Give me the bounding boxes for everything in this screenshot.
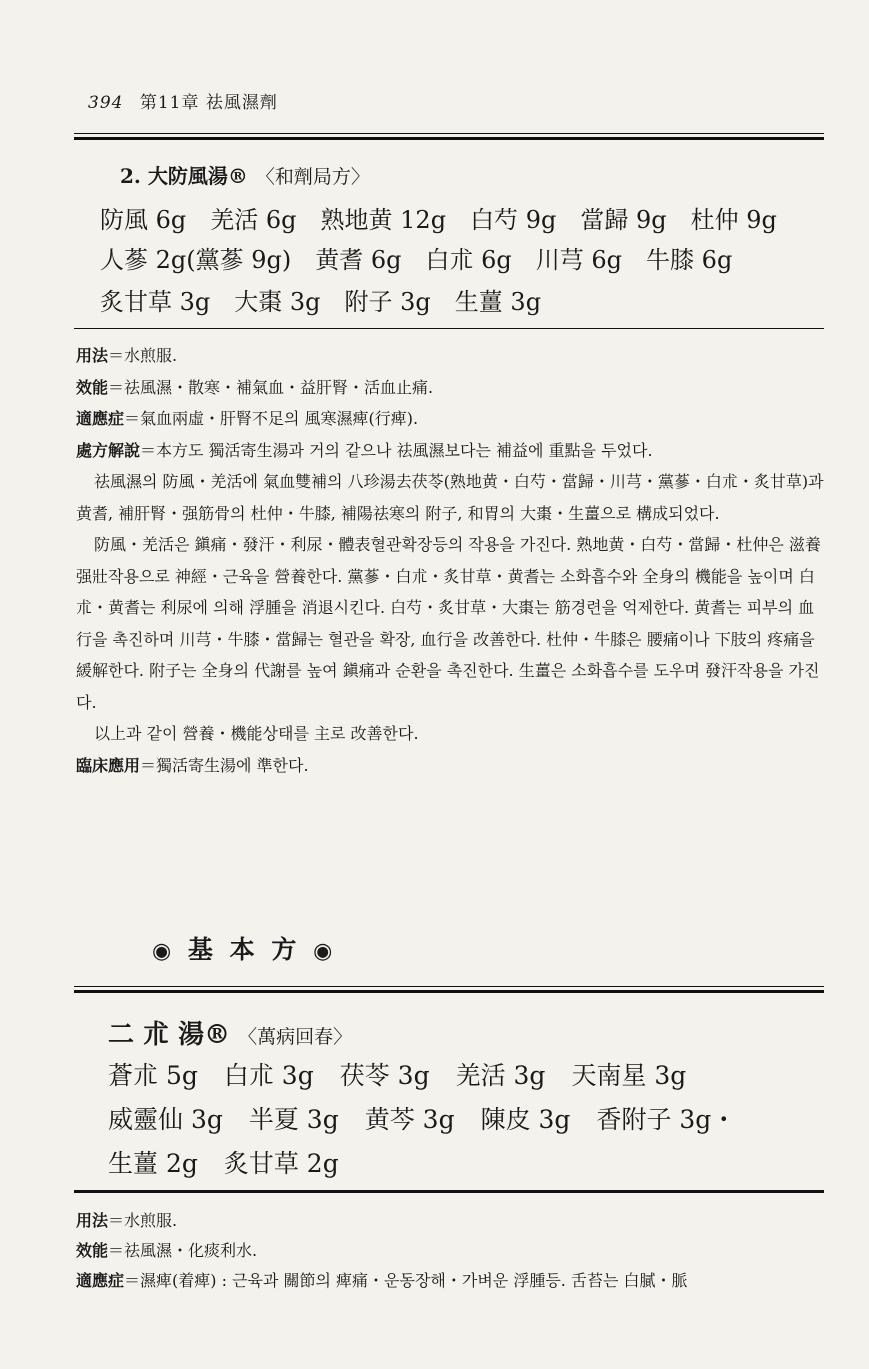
formula-source: 〈萬病回春〉 bbox=[238, 1026, 353, 1048]
paragraph: 用法＝水煎服. bbox=[76, 346, 178, 365]
ingredient: 當歸 9g bbox=[580, 206, 667, 234]
formula-rule bbox=[74, 1190, 824, 1193]
ingredient: 生薑 2g bbox=[108, 1149, 198, 1178]
ingredient: 川芎 6g bbox=[535, 246, 623, 274]
paragraph: 用法＝水煎服. bbox=[76, 1211, 178, 1230]
ingredient: 白朮 3g bbox=[223, 1061, 314, 1090]
ingredient: 生薑 3g bbox=[454, 288, 542, 316]
paragraph: 效能＝祛風濕・化痰利水. bbox=[76, 1241, 258, 1260]
ingredient: 白朮 6g bbox=[425, 246, 512, 274]
ingredient-row bbox=[108, 1056, 686, 1092]
paragraph: 臨床應用＝獨活寄生湯에 準한다. bbox=[76, 755, 309, 775]
ingredient: 熟地黄 12g bbox=[320, 206, 447, 234]
formula-source: 〈和劑局方〉 bbox=[255, 166, 370, 188]
section-heading bbox=[152, 930, 336, 966]
ingredient: 羌活 6g bbox=[210, 206, 297, 234]
paragraph: 防風・羌活은 鎭痛・發汗・利尿・體表혈관확장등의 작용을 가진다. 熟地黄・白芍・當歸・杜仲은 滋養强壯작용으로 神經・근육을 營養한다. 黨蔘・白朮・炙甘草・黄耆는 소화흡수와 全身의 機能을 높이며 白朮・黄耆는 利尿에 의해 浮腫을 消退시킨다. 白芍・炙甘草・大棗는 筋경련을 억제한다. 黄耆는 피부의 血行을 촉진하며 川芎・牛膝・當歸는 혈관을 확장, 血行을 改善한다. 杜仲・牛膝은 腰痛이나 下肢의 疼痛을 緩解한다. 附子는 全身의 代謝를 높여 鎭痛과 순환을 촉진한다. 生薑은 소화흡수를 도우며 發汗작용을 가진다. bbox=[76, 535, 821, 712]
top-rule-thick bbox=[74, 137, 824, 140]
paragraph: 適應症＝氣血兩虛・肝腎不足의 風寒濕痺(行痺). bbox=[76, 409, 419, 428]
ingredient: 杜仲 9g bbox=[690, 206, 777, 234]
chapter-title: 祛風濕劑 bbox=[205, 93, 278, 113]
ingredient-row bbox=[100, 240, 732, 275]
paragraph: 以上과 같이 營養・機能상태를 主로 改善한다. bbox=[94, 724, 419, 743]
paragraph: 祛風濕의 防風・羌活에 氣血雙補의 八珍湯去茯苓(熟地黄・白芍・當歸・川芎・黨蔘・白朮・炙甘草)과 黄耆, 補肝腎・强筋骨의 杜仲・牛膝, 補陽祛寒의 附子, 和胃의 大棗・生薑으로 構成되었다. bbox=[76, 472, 824, 523]
formula-title bbox=[120, 160, 370, 189]
ingredient: 炙甘草 2g bbox=[223, 1149, 339, 1178]
ingredient: 黄芩 3g bbox=[364, 1105, 455, 1134]
ingredient-row bbox=[100, 282, 541, 317]
formula-name: 二 朮 湯® bbox=[108, 1020, 231, 1050]
paragraph: 效能＝祛風濕・散寒・補氣血・益肝腎・活血止痛. bbox=[76, 377, 434, 397]
bullseye-icon: ◉ bbox=[313, 938, 337, 964]
formula-title bbox=[108, 1014, 352, 1051]
ingredient: 羌活 3g bbox=[455, 1061, 546, 1090]
ingredient-row bbox=[108, 1144, 339, 1180]
ingredient: 半夏 3g bbox=[248, 1105, 339, 1134]
formula-description bbox=[76, 340, 824, 781]
ingredient: 防風 6g bbox=[100, 206, 187, 234]
section-rule-thin bbox=[74, 986, 824, 987]
ingredient: 牛膝 6g bbox=[646, 246, 733, 274]
ingredient: 大棗 3g bbox=[234, 288, 321, 316]
paragraph: 適應症＝濕痺(着痺) : 근육과 關節의 痺痛・운동장해・가벼운 浮腫등. 舌苔는 白膩・脈 bbox=[76, 1271, 688, 1290]
ingredient: 茯苓 3g bbox=[339, 1061, 430, 1090]
ingredient: 附子 3g bbox=[344, 288, 431, 316]
top-rule-thin bbox=[74, 133, 824, 134]
ingredient: 威靈仙 3g bbox=[108, 1105, 223, 1134]
ingredient: 人蔘 2g(黨蔘 9g) bbox=[100, 246, 292, 274]
bullseye-icon: ◉ bbox=[152, 938, 176, 964]
ingredient-row bbox=[108, 1100, 736, 1136]
chapter-label: 第11章 bbox=[139, 93, 200, 113]
ingredient: 炙甘草 3g bbox=[100, 288, 211, 316]
paragraph: 處方解說＝本方도 獨活寄生湯과 거의 같으나 祛風濕보다는 補益에 重點을 두었다. bbox=[76, 440, 653, 460]
ingredient: 白芍 9g bbox=[470, 206, 557, 234]
ingredient: 黄耆 6g bbox=[315, 246, 402, 274]
formula-description bbox=[76, 1206, 824, 1296]
section-rule-thick bbox=[74, 990, 824, 993]
ingredient-row bbox=[100, 200, 777, 235]
formula-rule bbox=[74, 328, 824, 329]
page-number: 394 bbox=[88, 93, 124, 113]
ingredient: 蒼朮 5g bbox=[108, 1061, 198, 1090]
ingredient: 天南星 3g bbox=[571, 1061, 687, 1090]
section-heading-text: 基 本 方 bbox=[187, 935, 301, 964]
ingredient: 香附子 3g・ bbox=[596, 1105, 737, 1134]
ingredient: 陳皮 3g bbox=[480, 1105, 571, 1134]
formula-name: 2. 大防風湯® bbox=[120, 164, 248, 188]
running-head bbox=[88, 88, 278, 113]
